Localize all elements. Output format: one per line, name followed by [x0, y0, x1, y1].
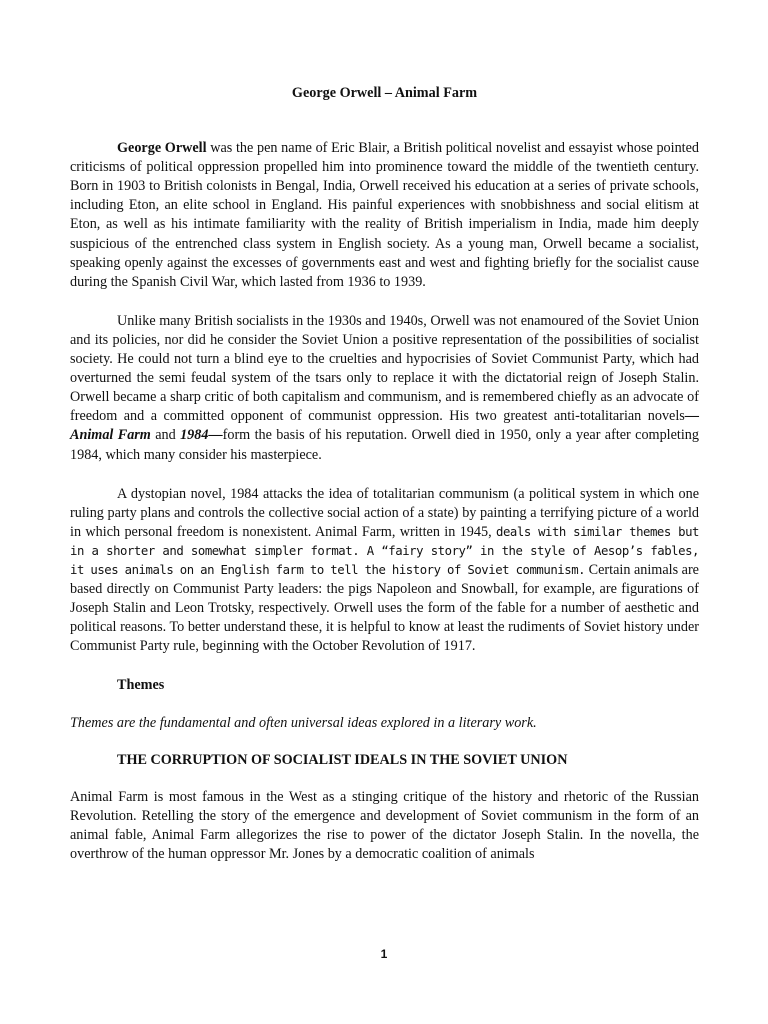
paragraph-dystopia-alt-font-text: deals with similar themes but in a shorter and somewhat simpler format. A “fairy story” in the style of Aesop’s fables, it uses animals on an English farm to tell the history of Soviet communism.	[70, 524, 699, 577]
paragraph-politics-text: Unlike many British socialists in the 1930s and 1940s, Orwell was not enamoured of the Soviet Union and its policies, nor did he consider the Soviet Union a positive representation of the possibilities of socialist society. He could not turn a blind eye to the cruelties and hypocrisies of Soviet Communist Party, which had overturned the semi feudal system of the tsars only to replace it with the dictatorial reign of Joseph Stalin. Orwell became a sharp critic of both capitalism and communism, and is remembered chiefly as an advocate of freedom and a committed opponent of communist oppression. His two greatest anti-totalitarian novels	[70, 312, 699, 425]
paragraph-dystopia-text-end: Certain animals are based directly on Communist Party leaders: the pigs Napoleon and Snowball, for example, are figurations of Joseph Stalin and Leon Trotsky, respectively. Orwell uses the form of the fable for a number of aesthetic and political reasons. To better understand these, it is helpful to know at least the rudiments of Soviet history under Communist Party rule, beginning with the October Revolution of 1917.	[70, 561, 699, 655]
novel-title-1984: 1984—	[180, 427, 223, 444]
author-name: George Orwell	[117, 140, 207, 157]
paragraph-biography	[70, 139, 699, 292]
paragraph-dystopia-text: A dystopian novel, 1984 attacks the idea of totalitarian communism (a political system in which one ruling party plans and controls the collective social action of a state) by painting a terrifying picture of a world in which personal freedom is nonexistent. Animal Farm, written in 1945,	[70, 485, 699, 540]
document-page	[70, 84, 699, 864]
document-title: George Orwell – Animal Farm	[291, 85, 478, 101]
page-number: 1	[380, 947, 388, 961]
paragraph-dystopia	[70, 485, 699, 657]
novel-title-animal-farm: —Animal Farm	[70, 408, 699, 444]
themes-definition: Themes are the fundamental and often universal ideas explored in a literary work.	[70, 714, 537, 731]
themes-heading: Themes	[117, 677, 165, 694]
paragraph-politics	[70, 312, 699, 465]
paragraph-politics-text-end: form the basis of his reputation. Orwell died in 1950, only a year after completing 1984, which many consider his masterpiece.	[70, 427, 699, 463]
section-heading: THE CORRUPTION OF SOCIALIST IDEALS IN THE SOVIET UNION	[117, 751, 568, 768]
conjunction-text: and	[150, 427, 181, 444]
paragraph-biography-text: was the pen name of Eric Blair, a British political novelist and essayist whose pointed criticisms of political oppression propelled him into prominence toward the middle of the twentieth century. Born in 1903 to British colonists in Bengal, India, Orwell received his education at a series of private schools, including Eton, an elite school in England. His painful experiences with snobbishness and social elitism at Eton, as well as his intimate familiarity with the reality of British imperialism in India, made him deeply suspicious of the entrenched class system in English society. As a young man, Orwell became a socialist, speaking openly against the excesses of governments east and west and fighting briefly for the socialist cause during the Spanish Civil War, which lasted from 1936 to 1939.	[70, 140, 699, 290]
paragraph-corruption: Animal Farm is most famous in the West as a stinging critique of the history and rhetoric of the Russian Revolution. Retelling the story of the emergence and development of Soviet communism in the form of an animal fable, Animal Farm allegorizes the rise to power of the dictator Joseph Stalin. In the novella, the overthrow of the human oppressor Mr. Jones by a democratic coalition of animals	[70, 788, 699, 862]
